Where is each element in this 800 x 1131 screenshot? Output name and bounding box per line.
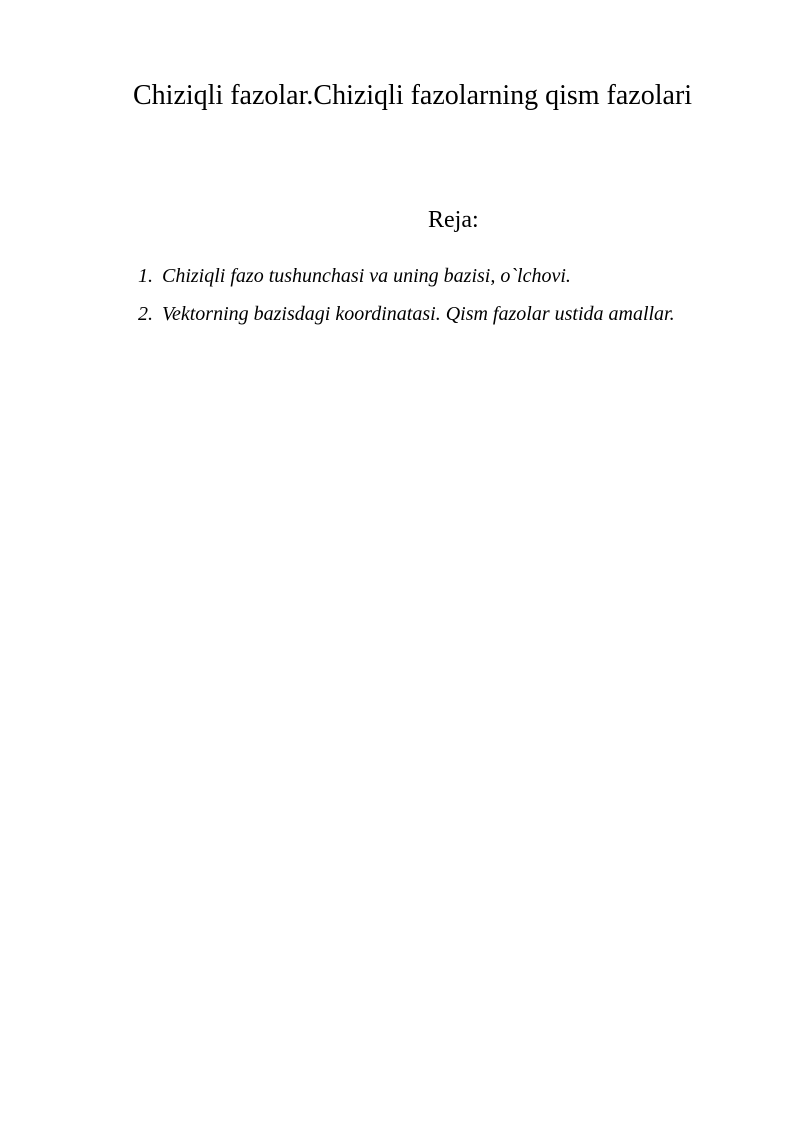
list-item-text: Vektorning bazisdagi koordinatasi. Qism fazolar ustida amallar. [162,303,675,325]
plan-heading: Reja: [428,207,479,233]
plan-list [138,262,758,338]
list-item [138,262,758,290]
list-item-number: 2. [138,303,153,325]
page-title: Chiziqli fazolar.Chiziqli fazolarning qism fazolari [133,80,693,111]
list-item [138,300,758,328]
list-item-number: 1. [138,265,153,287]
list-item-text: Chiziqli fazo tushunchasi va uning bazisi, o`lchovi. [162,265,571,287]
